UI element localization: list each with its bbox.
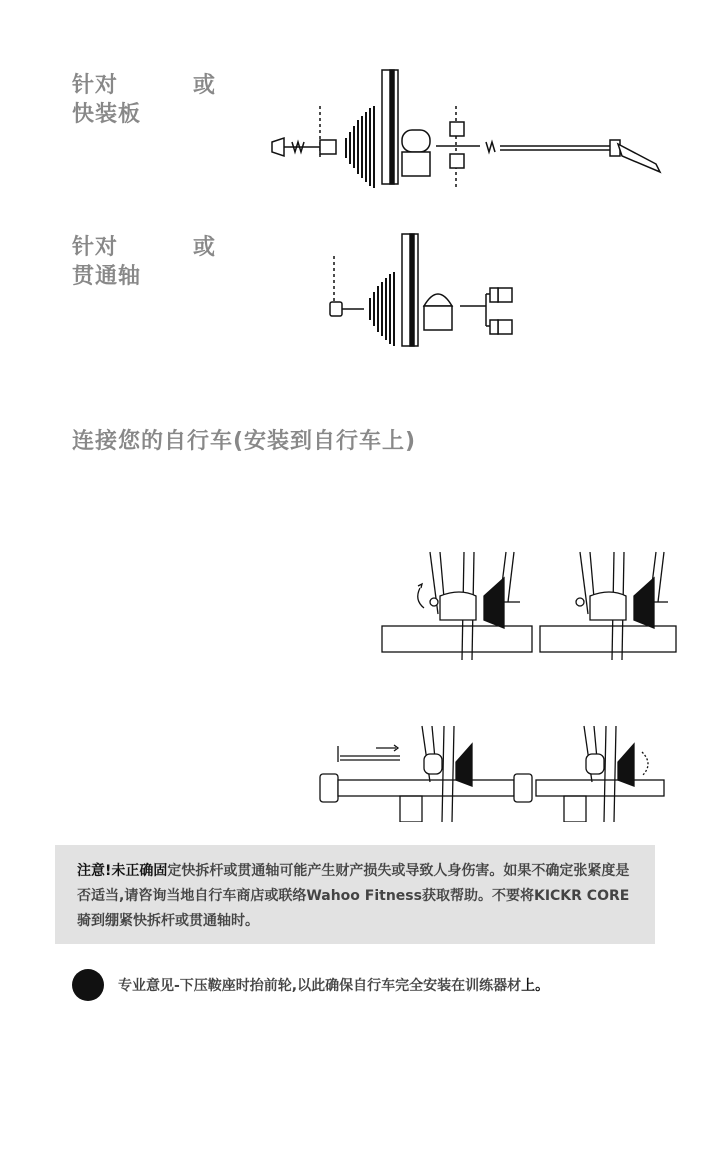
quick-release-title: 快装板 [72,102,142,127]
thru-axle-or: 或 [193,235,216,260]
section-title: 连接您的自行车(安装到自行车上) [72,429,417,454]
thru-axle-diagram [320,232,530,350]
pro-tip-body: 专业意见-下压鞍座时抬前轮,以此确保自行车完全安装在训练器材 [118,978,522,994]
quick-release-title-prefix: 针对 [72,73,119,98]
warning-lead: 注意!未正确固 [77,863,168,879]
pro-tip-text [118,975,549,995]
mount-diagram-quick-release [380,548,680,660]
warning-body: 定快拆杆或贯通轴可能产生财产损失或导致人身伤害。如果不确定张紧度是否适当,请咨询当地自行车商店或联络Wahoo Fitness获取帮助。不要将KICKR CORE骑到绷紧快拆杆或贯通轴时。 [77,863,630,929]
thru-axle-title: 贯通轴 [72,264,142,289]
quick-release-diagram [260,68,670,198]
mount-diagram-thru-axle [316,722,666,822]
warning-text [77,859,639,934]
tip-dot-icon [72,969,104,1001]
quick-release-or: 或 [193,73,216,98]
pro-tip-end: 上。 [521,978,550,994]
thru-axle-title-prefix: 针对 [72,235,119,260]
quick-release-header [72,68,141,128]
warning-box [55,845,655,944]
thru-axle-header [72,230,141,290]
